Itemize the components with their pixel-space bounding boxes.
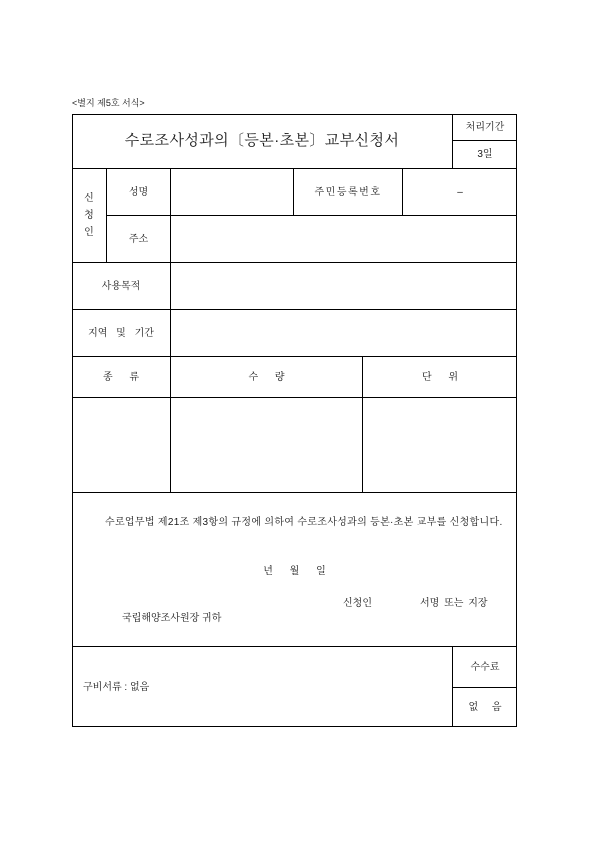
table-cell-unit[interactable] <box>363 398 517 493</box>
fee-value-cell <box>453 688 517 727</box>
attachments-text: 구비서류 : 없음 <box>83 681 150 693</box>
address-field[interactable] <box>171 216 517 263</box>
form-number: <별지 제5호 서식> <box>72 98 145 108</box>
region-period-label-cell <box>72 310 171 357</box>
table-header-unit-label: 단 위 <box>421 371 459 383</box>
fee-value: 없 음 <box>468 702 502 713</box>
title-cell <box>72 114 453 169</box>
table-cell-type[interactable] <box>72 398 171 493</box>
processing-period-value-cell <box>453 141 517 169</box>
resident-number-separator: – <box>457 186 463 198</box>
declaration-statement: 수로업무법 제21조 제3항의 규정에 의하여 수로조사성과의 등본·초본 교부를 신청합니다. <box>105 517 503 528</box>
name-label-cell <box>107 169 171 216</box>
declaration-applicant-label: 신청인 <box>343 598 372 609</box>
addressee: 국립해양조사원장 귀하 <box>122 613 222 624</box>
purpose-label-cell <box>72 263 171 310</box>
table-header-unit <box>363 357 517 398</box>
purpose-field[interactable] <box>171 263 517 310</box>
processing-period-value: 3일 <box>477 149 493 160</box>
processing-period-label: 처리기간 <box>465 121 505 133</box>
address-label-cell <box>107 216 171 263</box>
form-title: 수로조사성과의〔등본·초본〕교부신청서 <box>124 131 400 149</box>
name-field[interactable] <box>171 169 294 216</box>
table-cell-quantity[interactable] <box>171 398 363 493</box>
fee-label-cell <box>453 647 517 688</box>
attachments-cell <box>72 647 453 727</box>
fee-label: 수수료 <box>470 661 500 673</box>
region-period-label: 지역 및 기간 <box>88 327 154 339</box>
table-header-quantity-label: 수 량 <box>248 371 285 383</box>
region-period-field[interactable] <box>171 310 517 357</box>
applicant-section-label: 신청인 <box>84 193 94 238</box>
table-header-quantity <box>171 357 363 398</box>
purpose-label: 사용목적 <box>101 280 141 292</box>
resident-number-field[interactable] <box>403 169 517 216</box>
date-line: 년 월 일 <box>263 566 326 577</box>
resident-number-label: 주민등록번호 <box>314 186 382 198</box>
resident-number-label-cell <box>294 169 403 216</box>
table-header-type-label: 종 류 <box>102 371 140 383</box>
signature-label: 서명 또는 지장 <box>420 598 488 609</box>
processing-period-label-cell <box>453 114 517 141</box>
applicant-section-cell <box>72 169 107 263</box>
table-header-type <box>72 357 171 398</box>
address-label: 주소 <box>128 233 149 245</box>
name-label: 성명 <box>128 186 149 198</box>
declaration-section <box>72 493 517 647</box>
